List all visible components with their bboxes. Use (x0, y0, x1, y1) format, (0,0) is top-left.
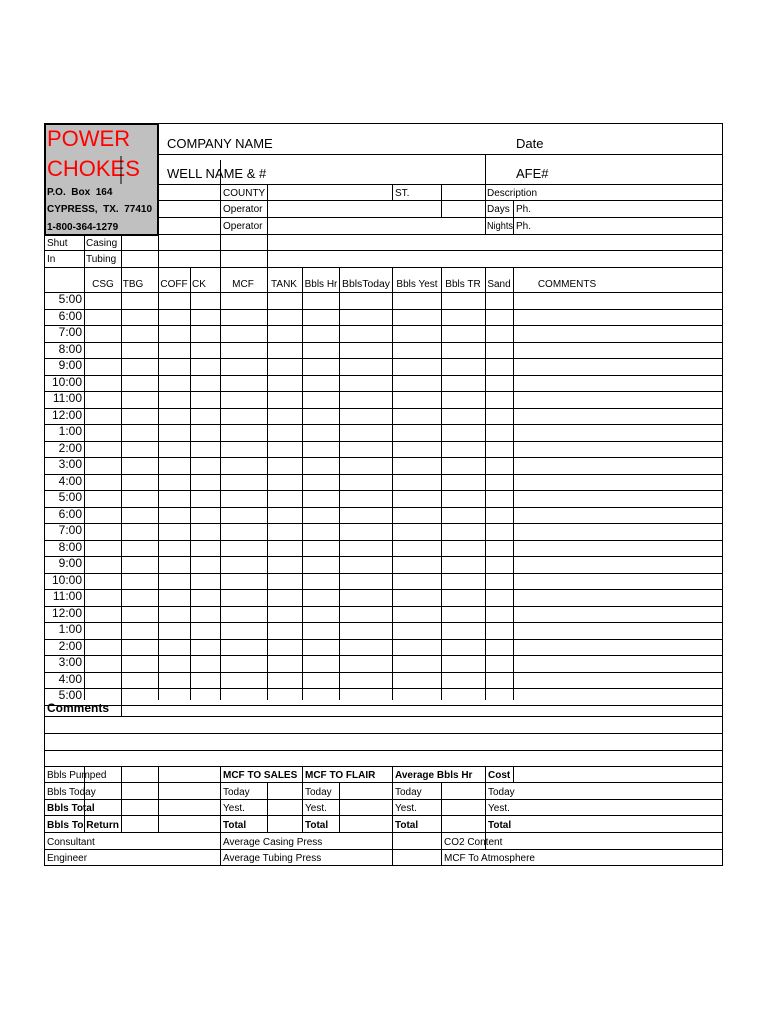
time-label: 5:00 (58, 688, 82, 702)
flair-yest-label: Yest. (305, 803, 327, 814)
hourly-rows (45, 310, 722, 706)
column-header-bbls-hr: Bbls Hr (304, 279, 338, 290)
form-grid (45, 124, 723, 867)
time-labels (52, 292, 82, 702)
mcf-to-flair-label: MCF TO FLAIR (305, 770, 376, 781)
county-label: COUNTY (223, 188, 266, 199)
brand-logo-chokes: CHOKES (47, 156, 140, 181)
column-header-bbls-tr: Bbls TR (445, 279, 481, 290)
time-label: 7:00 (58, 325, 82, 339)
time-label: 5:00 (58, 292, 82, 306)
cost-total-label: Total (488, 820, 512, 831)
operator-label: Operator (223, 221, 263, 232)
column-header-ck: CK (192, 279, 206, 290)
date-label: Date (516, 136, 544, 151)
comments-label: Comments (47, 701, 110, 715)
nights-label: Nights (487, 221, 513, 232)
flair-total-label: Total (305, 820, 329, 831)
avg-tubing-press-label: Average Tubing Press (223, 853, 322, 864)
bbls-pumped-label: Bbls Pumped (47, 770, 107, 781)
avg-bbls-hr-label: Average Bbls Hr (395, 770, 473, 781)
time-label: 8:00 (58, 342, 82, 356)
phone-label: Ph. (516, 204, 532, 215)
time-label: 5:00 (58, 490, 82, 504)
state-label: ST. (395, 188, 410, 199)
time-label: 9:00 (58, 358, 82, 372)
sales-today-label: Today (223, 787, 250, 798)
shut-label: Shut (47, 238, 68, 249)
time-label: 8:00 (58, 540, 82, 554)
column-header-sand: Sand (487, 279, 511, 290)
cost-today-label: Today (488, 787, 515, 798)
column-header-bbls-today: BblsToday (342, 279, 390, 290)
brand-city: CYPRESS, TX. 77410 (47, 204, 153, 215)
time-label: 1:00 (58, 424, 82, 438)
column-header-csg: CSG (92, 279, 114, 290)
engineer-label: Engineer (47, 853, 88, 864)
bbls-total-label: Bbls Total (47, 803, 95, 814)
time-label: 11:00 (52, 589, 82, 603)
afe-label: AFE# (516, 166, 549, 181)
brand-phone: 1-800-364-1279 (47, 222, 119, 233)
time-label: 10:00 (51, 375, 82, 389)
bbls-today-label: Bbls Today (47, 787, 96, 798)
casing-label: Casing (86, 238, 118, 249)
avg-total-label: Total (395, 820, 419, 831)
mcf-to-sales-label: MCF TO SALES (223, 770, 298, 781)
cost-label: Cost (488, 770, 511, 781)
time-label: 11:00 (52, 391, 82, 405)
column-header-bbls-yest: Bbls Yest (396, 279, 438, 290)
column-header-tbg: TBG (122, 279, 144, 290)
phone-label: Ph. (516, 221, 532, 232)
operator-label: Operator (223, 204, 263, 215)
time-label: 4:00 (58, 474, 82, 488)
avg-casing-press-label: Average Casing Press (223, 837, 323, 848)
column-header-comments: COMMENTS (537, 279, 597, 290)
time-label: 12:00 (51, 606, 82, 620)
avg-today-label: Today (395, 787, 422, 798)
time-label: 9:00 (58, 556, 82, 570)
flair-today-label: Today (305, 787, 332, 798)
sales-total-label: Total (223, 820, 247, 831)
time-label: 4:00 (58, 672, 82, 686)
brand-logo-power: POWER (47, 126, 131, 151)
company-name-label: COMPANY NAME (167, 136, 273, 151)
avg-yest-label: Yest. (395, 803, 417, 814)
sales-yest-label: Yest. (223, 803, 245, 814)
mcf-to-atmosphere-label: MCF To Atmosphere (444, 853, 535, 864)
tubing-label: Tubing (86, 254, 117, 265)
well-name-label: WELL NAME & # (167, 166, 267, 181)
time-label: 12:00 (51, 408, 82, 422)
brand-po-box: P.O. Box 164 (47, 187, 113, 198)
time-label: 3:00 (58, 457, 82, 471)
bbls-to-return-label: Bbls To Return (47, 820, 119, 831)
time-label: 2:00 (58, 441, 82, 455)
co2-content-label: CO2 Content (444, 837, 503, 848)
in-label: In (47, 254, 56, 265)
cost-yest-label: Yest. (488, 803, 510, 814)
time-label: 2:00 (58, 639, 82, 653)
consultant-label: Consultant (47, 837, 95, 848)
time-label: 6:00 (58, 507, 82, 521)
time-label: 1:00 (58, 622, 82, 636)
column-header-tank: TANK (271, 279, 297, 290)
time-label: 10:00 (51, 573, 82, 587)
days-label: Days (487, 204, 510, 215)
column-header-coff: COFF (160, 279, 188, 290)
time-label: 6:00 (58, 309, 82, 323)
description-label: Description (487, 188, 538, 199)
column-header-mcf: MCF (232, 279, 254, 290)
time-label: 7:00 (58, 523, 82, 537)
time-label: 3:00 (58, 655, 82, 669)
